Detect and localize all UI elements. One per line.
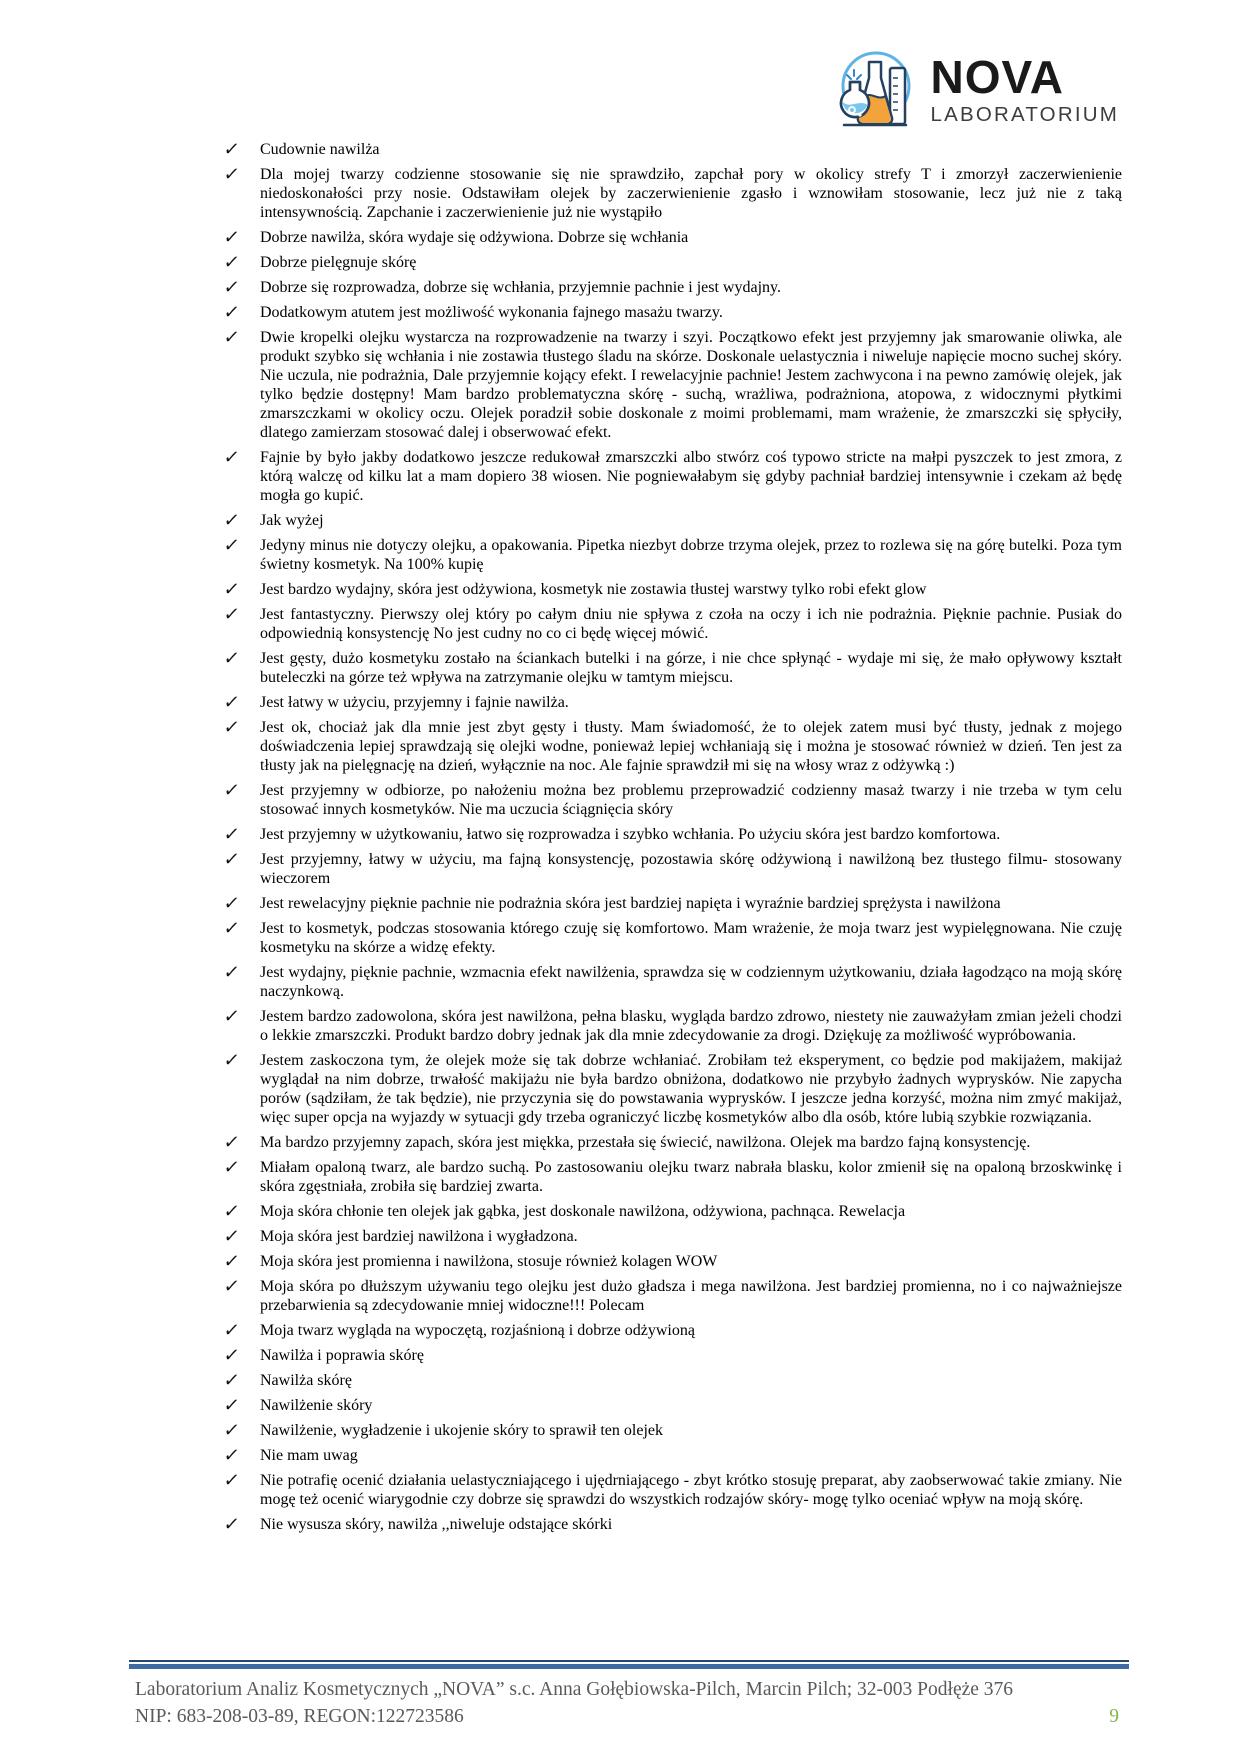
review-text: Jestem bardzo zadowolona, skóra jest nawilżona, pełna blasku, wygląda bardzo zdrowo, niestety nie zauważyłam zmian jeżeli chodzi o lekkie zmarszczki. Produkt bardzo dobry jednak jak dla mnie zdecydowanie za drogi. Dziękuję za możliwość wypróbowania. xyxy=(260,1008,1122,1044)
checkmark-icon: ✓ xyxy=(222,1132,241,1153)
review-text: Cudownie nawilża xyxy=(260,141,380,158)
reviews-list xyxy=(224,140,1122,1540)
checkmark-icon: ✓ xyxy=(222,1226,241,1247)
footer-line2: NIP: 683-208-03-89, REGON:122723586 xyxy=(135,1706,464,1727)
review-item xyxy=(224,1321,1122,1340)
review-item xyxy=(224,328,1122,442)
review-item xyxy=(224,605,1122,643)
checkmark-icon: ✓ xyxy=(222,1470,241,1491)
review-text: Dobrze się rozprowadza, dobrze się wchłania, przyjemnie pachnie i jest wydajny. xyxy=(260,279,781,296)
review-text: Nawilżenie skóry xyxy=(260,1397,373,1414)
review-text: Jak wyżej xyxy=(260,512,324,529)
review-text: Jestem zaskoczona tym, że olejek może się tak dobrze wchłaniać. Zrobiłam też eksperyment, co będzie pod makijażem, makijaż wyglądał na nim dobrze, trwałość makijażu nie była bardzo obniżona, dodatkowo nie przybyło żadnych wyprysków. Nie zapycha porów (sądziłam, że tak będzie), nie przyczynia się do powstawania wyprysków. I jeszcze jedna korzyść, można nim zmyć makijaż, więc super opcja na wyjazdy w sytuacji gdy trzeba ograniczyć liczbę kosmetyków albo dla osób, które lubią szybkie rozwiązania. xyxy=(260,1052,1122,1126)
checkmark-icon: ✓ xyxy=(222,849,241,870)
review-item xyxy=(224,1051,1122,1127)
review-item xyxy=(224,825,1122,844)
checkmark-icon: ✓ xyxy=(222,1345,241,1366)
review-item xyxy=(224,919,1122,957)
review-item xyxy=(224,963,1122,1001)
checkmark-icon: ✓ xyxy=(222,1251,241,1272)
footer-company-info xyxy=(135,1676,1035,1730)
review-item xyxy=(224,303,1122,322)
review-text: Dobrze nawilża, skóra wydaje się odżywiona. Dobrze się wchłania xyxy=(260,229,689,246)
checkmark-icon: ✓ xyxy=(222,510,241,531)
review-text: Jest łatwy w użyciu, przyjemny i fajnie nawilża. xyxy=(260,694,569,711)
checkmark-icon: ✓ xyxy=(222,277,241,298)
review-item xyxy=(224,1133,1122,1152)
checkmark-icon: ✓ xyxy=(222,227,241,248)
review-text: Moja skóra chłonie ten olejek jak gąbka, jest doskonale nawilżona, odżywiona, pachnąca. Rewelacja xyxy=(260,1203,906,1220)
review-text: Jedyny minus nie dotyczy olejku, a opakowania. Pipetka niezbyt dobrze trzyma olejek, przez to rozlewa się na górę butelki. Poza tym świetny kosmetyk. Na 100% kupię xyxy=(260,537,1122,573)
page-number: 9 xyxy=(1109,1706,1119,1727)
review-item xyxy=(224,1396,1122,1415)
review-item xyxy=(224,693,1122,712)
logo-subtitle: LABORATORIUM xyxy=(930,102,1119,126)
checkmark-icon: ✓ xyxy=(222,780,241,801)
review-item xyxy=(224,1515,1122,1534)
review-item xyxy=(224,165,1122,222)
checkmark-icon: ✓ xyxy=(222,1320,241,1341)
review-text: Jest gęsty, dużo kosmetyku zostało na ściankach butelki i na górze, i nie chce spłynąć - wydaje mi się, że mało opływowy kształt buteleczki na górze też wpływa na zatrzymanie olejku w tamtym miejscu. xyxy=(260,650,1122,686)
review-item xyxy=(224,1371,1122,1390)
checkmark-icon: ✓ xyxy=(222,1276,241,1297)
review-item xyxy=(224,1346,1122,1365)
checkmark-icon: ✓ xyxy=(222,1395,241,1416)
review-item xyxy=(224,536,1122,574)
review-item xyxy=(224,511,1122,530)
review-text: Dla mojej twarzy codzienne stosowanie się nie sprawdziło, zapchał pory w okolicy strefy T i zmorzył zaczerwienienie niedoskonałości przy nosie. Odstawiłam olejek by zaczerwienienie zgasło i wznowiłam stosowanie, lecz już nie z taką intensywnością. Zapchanie i zaczerwienienie już nie wystąpiło xyxy=(260,166,1122,221)
checkmark-icon: ✓ xyxy=(222,604,241,625)
review-text: Jest to kosmetyk, podczas stosowania którego czuję się komfortowo. Mam wrażenie, że moja twarz jest wypielęgnowana. Nie czuję kosmetyku na skórze a widzę efekty. xyxy=(260,920,1122,956)
review-text: Nawilżenie, wygładzenie i ukojenie skóry to sprawił ten olejek xyxy=(260,1422,663,1439)
lab-flasks-icon xyxy=(832,48,920,132)
review-item xyxy=(224,1277,1122,1315)
review-text: Jest wydajny, pięknie pachnie, wzmacnia efekt nawilżenia, sprawdza się w codziennym użytkowaniu, działa łagodząco na moją skórę naczynkową. xyxy=(260,964,1122,1000)
review-text: Jest przyjemny, łatwy w użyciu, ma fajną konsystencję, pozostawia skórę odżywioną i nawilżoną bez tłustego filmu- stosowany wieczorem xyxy=(260,851,1122,887)
review-item xyxy=(224,1252,1122,1271)
review-text: Miałam opaloną twarz, ale bardzo suchą. Po zastosowaniu olejku twarz nabrała blasku, kolor zmienił się na opaloną brzoskwinkę i skóra zgęstniała, zrobiła się bardziej zwarta. xyxy=(260,1159,1122,1195)
review-item xyxy=(224,850,1122,888)
checkmark-icon: ✓ xyxy=(222,302,241,323)
review-text: Jest rewelacyjny pięknie pachnie nie podrażnia skóra jest bardziej napięta i wyraźnie bardziej sprężysta i nawilżona xyxy=(260,895,1001,912)
review-text: Jest przyjemny w użytkowaniu, łatwo się rozprowadza i szybko wchłania. Po użyciu skóra jest bardzo komfortowa. xyxy=(260,826,1001,843)
checkmark-icon: ✓ xyxy=(222,1050,241,1071)
review-item xyxy=(224,1471,1122,1509)
checkmark-icon: ✓ xyxy=(222,918,241,939)
review-text: Dodatkowym atutem jest możliwość wykonania fajnego masażu twarzy. xyxy=(260,304,723,321)
review-item xyxy=(224,781,1122,819)
checkmark-icon: ✓ xyxy=(222,327,241,348)
review-item xyxy=(224,1202,1122,1221)
footer-divider xyxy=(129,1660,1129,1669)
checkmark-icon: ✓ xyxy=(222,824,241,845)
review-text: Jest przyjemny w odbiorze, po nałożeniu można bez problemu przeprowadzić codzienny masaż twarzy i nie trzeba w tym celu stosować innych kosmetyków. Nie ma uczucia ściągnięcia skóry xyxy=(260,782,1122,818)
review-text: Nie mam uwag xyxy=(260,1447,358,1464)
nova-logo xyxy=(832,48,1119,132)
checkmark-icon: ✓ xyxy=(222,648,241,669)
checkmark-icon: ✓ xyxy=(222,139,241,160)
review-item xyxy=(224,140,1122,159)
review-text: Moja twarz wygląda na wypoczętą, rozjaśnioną i dobrze odżywioną xyxy=(260,1322,695,1339)
review-item xyxy=(224,253,1122,272)
review-item xyxy=(224,649,1122,687)
review-text: Nie potrafię ocenić działania uelastyczniającego i ujędrniającego - zbyt krótko stosuję preparat, aby zaobserwować takie zmiany. Nie mogę też ocenić wiarygodnie czy dobrze się sprawdzi do wszystkich rodzajów skóry- mogę tylko oceniać wpływ na moją skórę. xyxy=(260,1472,1122,1508)
review-item xyxy=(224,1158,1122,1196)
checkmark-icon: ✓ xyxy=(222,1514,241,1535)
checkmark-icon: ✓ xyxy=(222,535,241,556)
review-item xyxy=(224,1421,1122,1440)
review-text: Moja skóra po dłuższym używaniu tego olejku jest dużo gładsza i mega nawilżona. Jest bardziej promienna, no i co najważniejsze przebarwienia są zdecydowanie mniej widoczne!!! Polecam xyxy=(260,1278,1122,1314)
checkmark-icon: ✓ xyxy=(222,717,241,738)
review-item xyxy=(224,278,1122,297)
checkmark-icon: ✓ xyxy=(222,1370,241,1391)
checkmark-icon: ✓ xyxy=(222,447,241,468)
review-text: Jest fantastyczny. Pierwszy olej który po całym dniu nie spływa z czoła na oczy i ich nie podrażnia. Pięknie pachnie. Pusiak do odpowiednią konsystencję No jest cudny no co ci będę więcej mówić. xyxy=(260,606,1122,642)
review-item xyxy=(224,448,1122,505)
checkmark-icon: ✓ xyxy=(222,1157,241,1178)
checkmark-icon: ✓ xyxy=(222,893,241,914)
review-text: Nawilża skórę xyxy=(260,1372,352,1389)
footer-line1: Laboratorium Analiz Kosmetycznych „NOVA” s.c. Anna Gołębiowska-Pilch, Marcin Pilch; 32-003 Podłęże 376 xyxy=(135,1679,1014,1700)
checkmark-icon: ✓ xyxy=(222,1445,241,1466)
review-item xyxy=(224,894,1122,913)
review-text: Jest ok, chociaż jak dla mnie jest zbyt gęsty i tłusty. Mam świadomość, że to olejek zatem musi być tłusty, jednak z mojego doświadczenia lepiej sprawdzają się olejki wodne, ponieważ lepiej wchłaniają się i można je stosować również w dzień. Ten jest za tłusty jak na pielęgnację na dzień, wyłącznie na noc. Ale fajnie sprawdził mi się na włosy wraz z odżywką :) xyxy=(260,719,1122,774)
checkmark-icon: ✓ xyxy=(222,962,241,983)
review-text: Fajnie by było jakby dodatkowo jeszcze redukował zmarszczki albo stwórz coś typowo stricte na małpi pyszczek to jest zmora, z którą walczę od kilku lat a mam dopiero 38 wiosen. Nie pogniewałabym się gdyby pachniał bardziej intensywnie i czekam aż będę mogła go kupić. xyxy=(260,449,1122,504)
checkmark-icon: ✓ xyxy=(222,579,241,600)
review-text: Jest bardzo wydajny, skóra jest odżywiona, kosmetyk nie zostawia tłustej warstwy tylko robi efekt glow xyxy=(260,581,927,598)
review-text: Dwie kropelki olejku wystarcza na rozprowadzenie na twarzy i szyi. Początkowo efekt jest przyjemny jak smarowanie oliwka, ale produkt szybko się wchłania i nie zostawia tłustego śladu na skórze. Doskonale uelastycznia i niweluje napięcie mocno suchej skóry. Nie uczula, nie podrażnia, Dale przyjemnie kojący efekt. I rewelacyjnie pachnie! Jestem zachwycona i na pewno zamówię olejek, jak tylko będzie dostępny! Mam bardzo problematyczna skórę - suchą, wrażliwa, podrażniona, atopowa, z widocznymi płytkimi zmarszczkami w okolicy oczu. Olejek poradził sobie doskonale z moimi problemami, mam wrażenie, że zmarszczki się spłyciły, dlatego zamierzam stosować dalej i obserwować efekt. xyxy=(260,329,1122,441)
checkmark-icon: ✓ xyxy=(222,1201,241,1222)
logo-title: NOVA xyxy=(930,50,1064,103)
review-text: Dobrze pielęgnuje skórę xyxy=(260,254,417,271)
review-item xyxy=(224,1446,1122,1465)
review-item xyxy=(224,1007,1122,1045)
review-text: Moja skóra jest promienna i nawilżona, stosuje również kolagen WOW xyxy=(260,1253,718,1270)
review-item xyxy=(224,580,1122,599)
checkmark-icon: ✓ xyxy=(222,1420,241,1441)
checkmark-icon: ✓ xyxy=(222,1006,241,1027)
review-text: Moja skóra jest bardziej nawilżona i wygładzona. xyxy=(260,1228,578,1245)
review-item xyxy=(224,718,1122,775)
review-text: Nawilża i poprawia skórę xyxy=(260,1347,424,1364)
checkmark-icon: ✓ xyxy=(222,164,241,185)
checkmark-icon: ✓ xyxy=(222,692,241,713)
review-text: Nie wysusza skóry, nawilża ,,niweluje odstające skórki xyxy=(260,1516,613,1533)
checkmark-icon: ✓ xyxy=(222,252,241,273)
review-text: Ma bardzo przyjemny zapach, skóra jest miękka, przestała się świecić, nawilżona. Olejek ma bardzo fajną konsystencję. xyxy=(260,1134,1031,1151)
review-item xyxy=(224,228,1122,247)
review-item xyxy=(224,1227,1122,1246)
